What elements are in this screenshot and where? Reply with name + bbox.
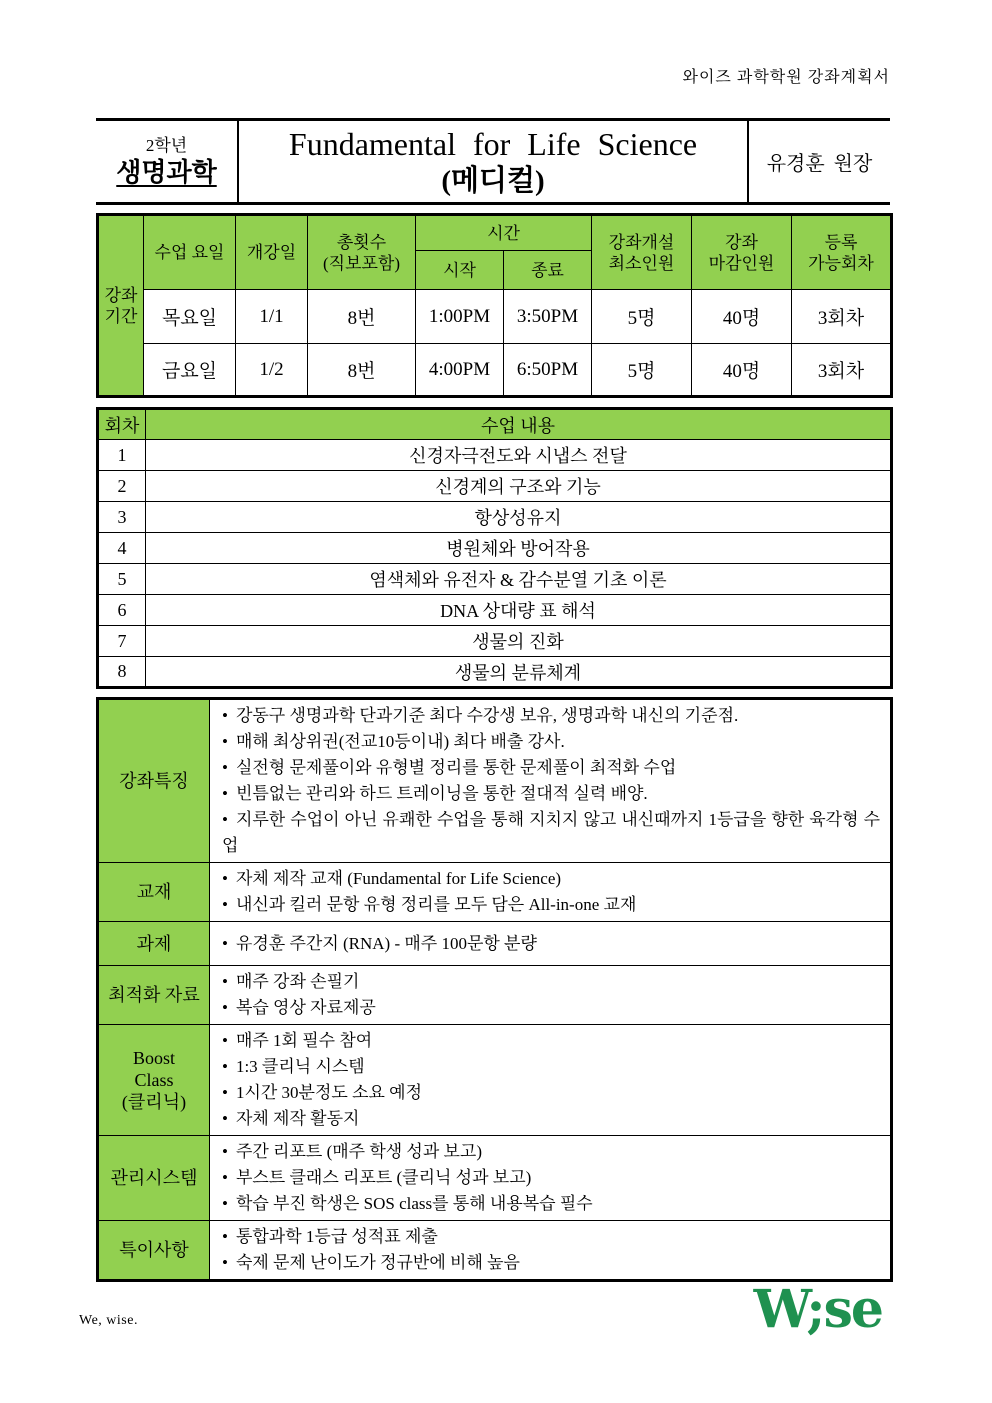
registrable-session-cell: 3회차 [792, 290, 892, 344]
detail-row [98, 1136, 892, 1221]
session-row [98, 657, 892, 688]
header-registrable-session: 등록 가능회차 [792, 215, 892, 290]
detail-items-features [210, 699, 892, 863]
session-row [98, 533, 892, 564]
detail-item: • 강동구 생명과학 단과기준 최다 수강생 보유, 생명과학 내신의 기준점. [222, 703, 880, 729]
sessions-header-content: 수업 내용 [146, 409, 892, 440]
session-row [98, 440, 892, 471]
session-no: 2 [98, 471, 146, 502]
start-date-cell: 1/1 [236, 290, 308, 344]
detail-item: • 1:3 클리닉 시스템 [222, 1054, 880, 1080]
session-content: 생물의 진화 [146, 626, 892, 657]
total-count-cell: 8번 [308, 344, 416, 397]
course-title-en: Fundamental for Life Science [288, 125, 698, 162]
session-no: 1 [98, 440, 146, 471]
detail-label-homework: 과제 [98, 922, 210, 966]
session-content: 신경계의 구조와 기능 [146, 471, 892, 502]
schedule-period-label: 강좌 기간 [98, 215, 144, 397]
course-title-cell [238, 120, 748, 204]
registrable-session-cell: 3회차 [792, 344, 892, 397]
wise-logo: W;se [753, 1279, 882, 1340]
detail-item: • 자체 제작 교재 (Fundamental for Life Science) [222, 866, 880, 892]
detail-items-management [210, 1136, 892, 1221]
max-enrollment-cell: 40명 [692, 344, 792, 397]
sessions-header-no: 회차 [98, 409, 146, 440]
session-content: 항상성유지 [146, 502, 892, 533]
detail-item: • 빈틈없는 관리와 하드 트레이닝을 통한 절대적 실력 배양. [222, 781, 880, 807]
detail-item: • 주간 리포트 (매주 학생 성과 보고) [222, 1139, 880, 1165]
detail-item: • 매해 최상위권(전교10등이내) 최다 배출 강사. [222, 729, 880, 755]
detail-item: • 자체 제작 활동지 [222, 1106, 880, 1132]
detail-row [98, 699, 892, 863]
session-row [98, 595, 892, 626]
detail-item: • 통합과학 1등급 성적표 제출 [222, 1224, 880, 1250]
detail-items-notes [210, 1221, 892, 1281]
detail-item: • 부스트 클래스 리포트 (클리닉 성과 보고) [222, 1165, 880, 1191]
end-time-cell: 6:50PM [504, 344, 592, 397]
instructor-name: 유경훈 원장 [766, 153, 873, 175]
session-content: 생물의 분류체계 [146, 657, 892, 688]
sessions-table [96, 407, 893, 689]
detail-label-textbook: 교재 [98, 863, 210, 922]
start-time-cell: 1:00PM [416, 290, 504, 344]
session-row [98, 471, 892, 502]
header-time: 시간 [416, 215, 592, 251]
instructor-cell [748, 120, 890, 204]
detail-row [98, 1025, 892, 1136]
detail-label-notes: 특이사항 [98, 1221, 210, 1281]
detail-item: • 지루한 수업이 아닌 유쾌한 수업을 통해 지치지 않고 내신때까지 1등급을 향한 육각형 수업 [222, 807, 880, 859]
min-enrollment-cell: 5명 [592, 290, 692, 344]
session-no: 5 [98, 564, 146, 595]
detail-items-homework [210, 922, 892, 966]
detail-item: • 학습 부진 학생은 SOS class를 통해 내용복습 필수 [222, 1191, 880, 1217]
detail-item: • 실전형 문제풀이와 유형별 정리를 통한 문제풀이 최적화 수업 [222, 755, 880, 781]
detail-item: • 매주 강좌 손필기 [222, 969, 880, 995]
course-details-table [96, 697, 893, 1282]
start-date-cell: 1/2 [236, 344, 308, 397]
course-title-sub: (메디컬) [441, 164, 545, 197]
detail-item: • 1시간 30분정도 소요 예정 [222, 1080, 880, 1106]
header-total-count: 총횟수 (직보포함) [308, 215, 416, 290]
detail-row [98, 1221, 892, 1281]
end-time-cell: 3:50PM [504, 290, 592, 344]
session-no: 8 [98, 657, 146, 688]
subject-cell [96, 120, 238, 204]
detail-row [98, 922, 892, 966]
day-cell: 목요일 [144, 290, 236, 344]
total-count-cell: 8번 [308, 290, 416, 344]
footer-slogan: We, wise. [79, 1313, 138, 1328]
detail-label-boost-class: Boost Class (클리닉) [98, 1025, 210, 1136]
header-min-enrollment: 강좌개설 최소인원 [592, 215, 692, 290]
session-content: 신경자극전도와 시냅스 전달 [146, 440, 892, 471]
session-content: 병원체와 방어작용 [146, 533, 892, 564]
session-content: 염색체와 유전자 & 감수분열 기초 이론 [146, 564, 892, 595]
detail-item: • 숙제 문제 난이도가 정규반에 비해 높음 [222, 1250, 880, 1276]
max-enrollment-cell: 40명 [692, 290, 792, 344]
day-cell: 금요일 [144, 344, 236, 397]
session-content: DNA 상대량 표 해석 [146, 595, 892, 626]
detail-label-materials: 최적화 자료 [98, 966, 210, 1025]
subject-label: 생명과학 [116, 157, 217, 187]
schedule-row [98, 344, 892, 397]
schedule-table [96, 213, 893, 398]
header-max-enrollment: 강좌 마감인원 [692, 215, 792, 290]
min-enrollment-cell: 5명 [592, 344, 692, 397]
start-time-cell: 4:00PM [416, 344, 504, 397]
detail-row [98, 966, 892, 1025]
grade-label: 2학년 [145, 135, 188, 155]
session-row [98, 564, 892, 595]
detail-items-boost-class [210, 1025, 892, 1136]
detail-item: • 매주 1회 필수 참여 [222, 1028, 880, 1054]
header-start-date: 개강일 [236, 215, 308, 290]
detail-row [98, 863, 892, 922]
detail-label-management: 관리시스템 [98, 1136, 210, 1221]
header-time-start: 시작 [416, 251, 504, 290]
detail-items-textbook [210, 863, 892, 922]
session-row [98, 626, 892, 657]
session-no: 3 [98, 502, 146, 533]
detail-items-materials [210, 966, 892, 1025]
detail-label-features: 강좌특징 [98, 699, 210, 863]
session-no: 6 [98, 595, 146, 626]
session-no: 7 [98, 626, 146, 657]
doc-type-label: 와이즈 과학학원 강좌계획서 [682, 69, 890, 86]
detail-item: • 유경훈 주간지 (RNA) - 매주 100문항 분량 [222, 931, 880, 957]
course-title-table [96, 118, 890, 205]
detail-item: • 복습 영상 자료제공 [222, 995, 880, 1021]
session-row [98, 502, 892, 533]
header-time-end: 종료 [504, 251, 592, 290]
header-day: 수업 요일 [144, 215, 236, 290]
detail-item: • 내신과 킬러 문항 유형 정리를 모두 담은 All-in-one 교재 [222, 892, 880, 918]
session-no: 4 [98, 533, 146, 564]
schedule-row [98, 290, 892, 344]
